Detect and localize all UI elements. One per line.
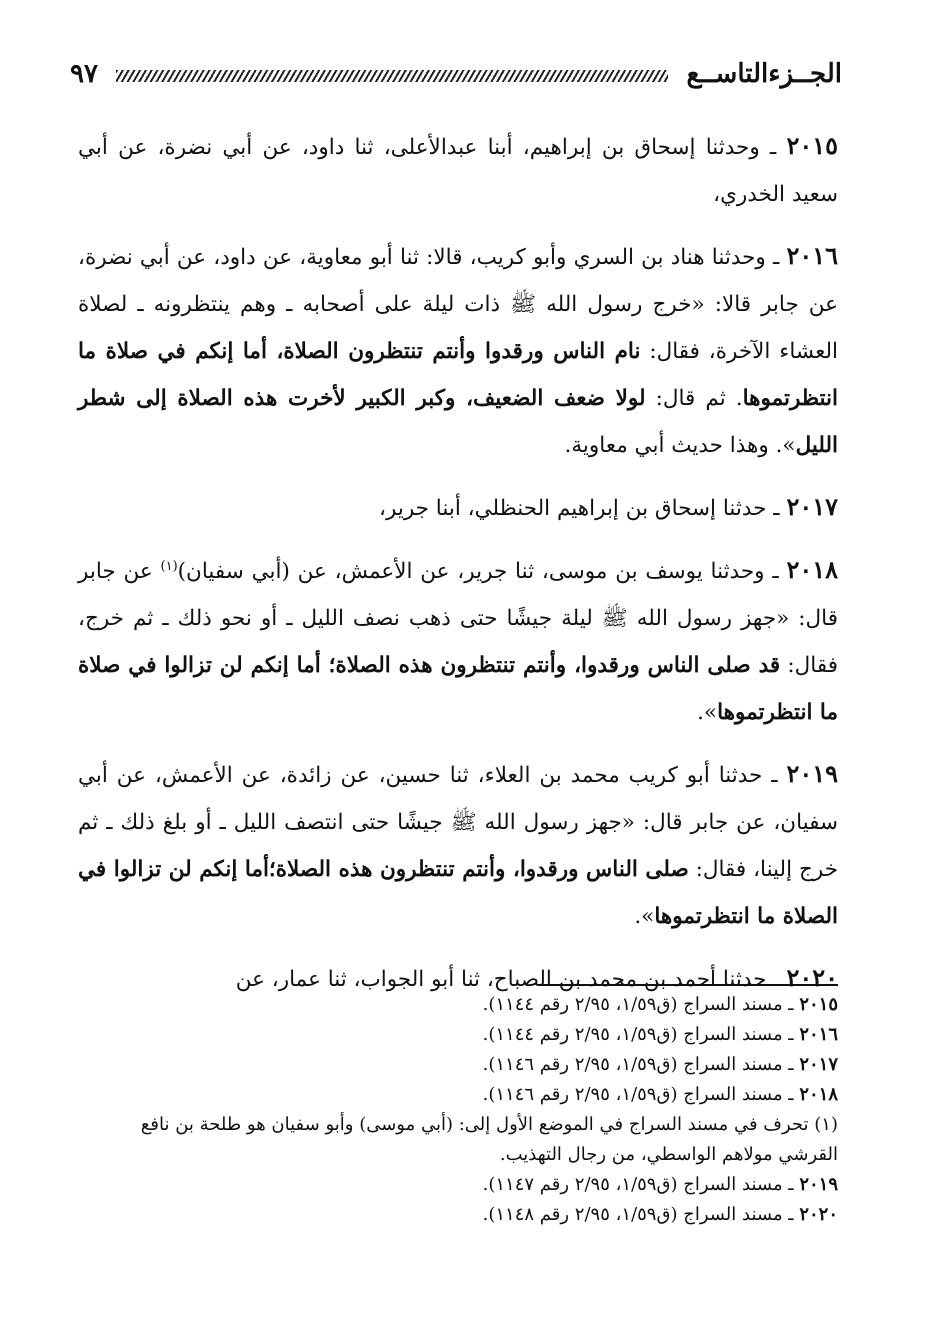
page-header (70, 56, 842, 92)
footnote-text: ـ مسند السراج (ق١/٥٩، ٢/٩٥ رقم ١١٤٤). (482, 994, 794, 1015)
footnote-text: ـ مسند السراج (ق١/٥٩، ٢/٩٥ رقم ١١٤٧). (482, 1174, 794, 1195)
footnote-2017 (78, 1050, 838, 1080)
footnote-2016 (78, 1020, 838, 1050)
hadith-text: ـ حدثنا أبو كريب محمد بن العلاء، ثنا حسين، عن زائدة، عن الأعمش، عن أبي سفيان، عن جابر قال: «جهز رسول الله ﷺ جيشًا حتى انتصف الليل ـ أو بلغ ذلك ـ ثم خرج إلينا، فقال: (78, 763, 838, 882)
footnote-number: ٢٠١٨ (799, 1084, 838, 1105)
hadith-text: . ثم قال: (655, 386, 743, 411)
footnote-text: ـ مسند السراج (ق١/٥٩، ٢/٩٥ رقم ١١٤٨). (482, 1204, 794, 1225)
hadith-text: ». وهذا حديث أبي معاوية. (564, 433, 796, 458)
page-number: ٩٧ (70, 59, 98, 89)
hadith-2019 (78, 750, 838, 940)
hadith-number: ٢٠١٩ (786, 759, 838, 788)
hadith-text: ». (634, 904, 655, 929)
hadith-number: ٢٠١٥ (786, 131, 838, 160)
footnote-number: (١) (814, 1114, 838, 1135)
footnote-separator (538, 984, 838, 986)
hadith-2016 (78, 232, 838, 469)
footnote-number: ٢٠١٩ (799, 1174, 838, 1195)
footnote-note-1 (78, 1110, 838, 1170)
hadith-bold-text: قد صلى الناس ورقدوا، وأنتم تنتظرون هذه الصلاة؛ أما إنكم لن تزالوا في صلاة ما انتظرتموها (78, 653, 838, 725)
hadith-text: عن جابر قال: «جهز رسول الله ﷺ ليلة جيشًا حتى ذهب نصف الليل ـ أو نحو ذلك ـ ثم خرج، فقال: (78, 559, 838, 678)
footnote-number: ٢٠١٧ (799, 1054, 838, 1075)
footnote-2015 (78, 990, 838, 1020)
footnote-text: تحرف في مسند السراج في الموضع الأول إلى: (أبي موسى) وأبو سفيان هو طلحة بن نافع القرشي مولاهم الواسطي، من رجال التهذيب. (140, 1114, 838, 1165)
hadith-text: ـ وحدثنا هناد بن السري وأبو كريب، قالا: ثنا أبو معاوية، عن داود، عن أبي نضرة، عن جابر قالا: «خرج رسول الله ﷺ ذات ليلة على أصحابه ـ وهم ينتظرونه ـ لصلاة العشاء الآخرة، فقال: (78, 245, 838, 364)
page-body (78, 122, 838, 1017)
footnote-number: ٢٠٢٠ (799, 1204, 838, 1225)
hadith-bold-text: نام الناس ورقدوا وأنتم تنتظرون الصلاة، أما إنكم في صلاة ما انتظرتموها (78, 339, 838, 411)
hadith-text: ». (697, 700, 718, 725)
hadith-text: ـ حدثنا أحمد بن محمد بن الصباح، ثنا أبو الجواب، ثنا عمار، عن (235, 967, 780, 992)
footnote-reference[interactable]: (١) (160, 558, 178, 574)
footnote-text: ـ مسند السراج (ق١/٥٩، ٢/٩٥ رقم ١١٤٦). (482, 1054, 794, 1075)
footnote-2018 (78, 1080, 838, 1110)
hadith-number: ٢٠٢٠ (786, 963, 838, 992)
hadith-bold-text: صلى الناس ورقدوا، وأنتم تنتظرون هذه الصلاة؛أما إنكم لن تزالوا في الصلاة ما انتظرتموها (78, 857, 838, 929)
footnote-number: ٢٠١٦ (799, 1024, 838, 1045)
hadith-2017 (78, 483, 838, 532)
footnotes (78, 990, 838, 1230)
hadith-text: ـ حدثنا إسحاق بن إبراهيم الحنظلي، أبنا جرير، (379, 496, 780, 521)
hadith-text: ـ وحدثنا يوسف بن موسى، ثنا جرير، عن الأعمش، عن (أبي سفيان) (177, 559, 779, 584)
footnote-text: ـ مسند السراج (ق١/٥٩، ٢/٩٥ رقم ١١٤٤). (482, 1024, 794, 1045)
footnote-2020 (78, 1200, 838, 1230)
header-rule (116, 70, 669, 82)
footnote-text: ـ مسند السراج (ق١/٥٩، ٢/٩٥ رقم ١١٤٦). (482, 1084, 794, 1105)
hadith-number: ٢٠١٧ (786, 492, 838, 521)
hadith-2015 (78, 122, 838, 218)
running-title: الجــزءالتاســع (686, 59, 842, 89)
footnote-number: ٢٠١٥ (799, 994, 838, 1015)
hadith-number: ٢٠١٨ (786, 555, 838, 584)
hadith-2018 (78, 546, 838, 736)
hadith-text: ـ وحدثنا إسحاق بن إبراهيم، أبنا عبدالأعلى، ثنا داود، عن أبي نضرة، عن أبي سعيد الخدري، (78, 135, 838, 207)
hadith-bold-text: لولا ضعف الضعيف، وكبر الكبير لأخرت هذه الصلاة إلى شطر الليل (78, 386, 838, 458)
footnote-2019 (78, 1170, 838, 1200)
hadith-number: ٢٠١٦ (786, 241, 839, 270)
